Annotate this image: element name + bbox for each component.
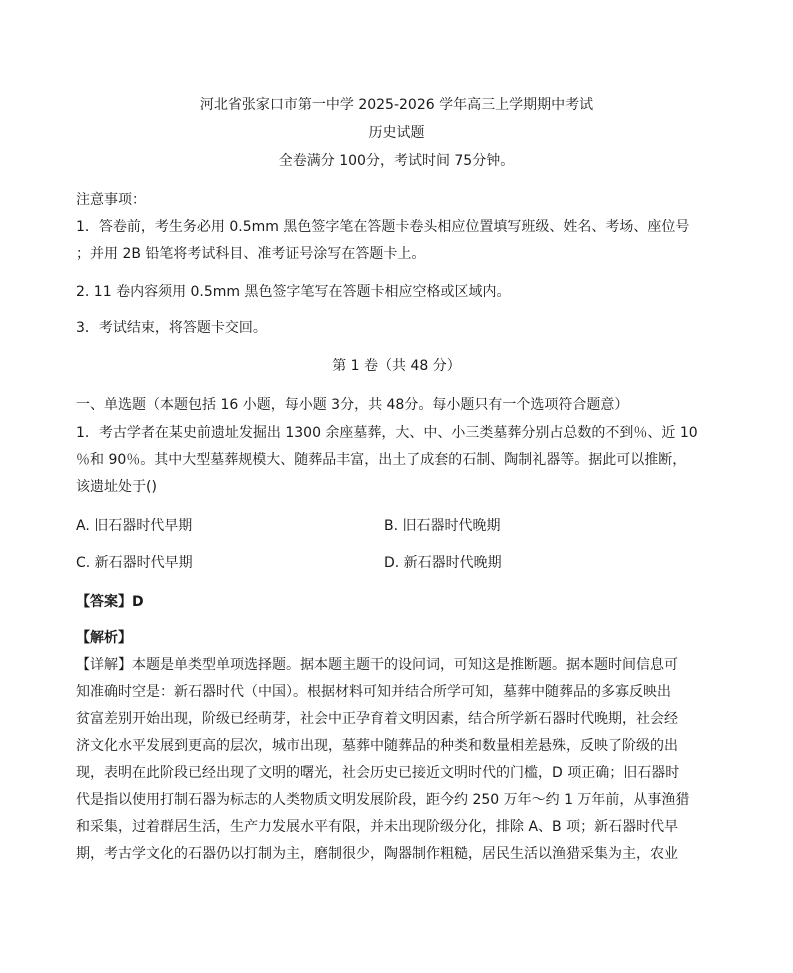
option-c: C. 新石器时代早期 [76,555,193,571]
analysis-line: 和采集，过着群居生活，生产力发展水平有限，并未出现阶级分化，排除 A、B 项；新石器时代早 [76,819,679,835]
analysis-line: 贫富差别开始出现，阶级已经萌芽，社会中正孕育着文明因素，结合所学新石器时代晚期，社会经 [76,711,678,727]
analysis-line: 【详解】本题是单类型单项选择题。据本题主题干的设问词，可知这是推断题。据本题时间信息可 [76,657,678,673]
answer-label: 【答案】D [76,594,144,610]
section-title: 第 1 卷（共 48 分） [332,358,461,374]
analysis-heading: 【解析】 [76,630,132,646]
notice-item-2: 2. 11 卷内容须用 0.5mm 黑色签字笔写在答题卡相应空格或区域内。 [76,284,511,300]
analysis-line: 期，考古学文化的石器仍以打制为主，磨制很少，陶器制作粗糙，居民生活以渔猎采集为主，农业 [76,846,678,862]
notice-item-1-line-2: ；并用 2B 铅笔将考试科目、准考证号涂写在答题卡上。 [76,246,426,262]
question-1-line-2: ％和 90％。其中大型墓葬规模大、随葬品丰富，出土了成套的石制、陶制礼器等。据此可以推断， [76,452,687,468]
analysis-line: 代是指以使用打制石器为标志的人类物质文明发展阶段，距今约 250 万年～约 1 万年前，从事渔猎 [76,792,690,808]
option-d: D. 新石器时代晚期 [384,555,502,571]
notice-heading: 注意事项： [76,192,146,208]
question-1-line-1: 1．考古学者在某史前遗址发掘出 1300 余座墓葬，大、中、小三类墓葬分别占总数的不到％、近 10 [76,425,698,441]
option-b: B. 旧石器时代晚期 [384,518,501,534]
score-time-info: 全卷满分 100分，考试时间 75分钟。 [278,153,515,169]
part-one-heading: 一、单选题（本题包括 16 小题，每小题 3分，共 48分。每小题只有一个选项符合题意） [76,397,629,413]
notice-item-3: 3．考试结束，将答题卡交回。 [76,320,267,336]
notice-item-1-line-1: 1．答卷前，考生务必用 0.5mm 黑色签字笔在答题卡卷头相应位置填写班级、姓名、考场、座位号 [76,219,690,235]
option-a: A. 旧石器时代早期 [76,518,193,534]
subject-title: 历史试题 [368,125,425,141]
analysis-line: 济文化水平发展到更高的层次，城市出现，墓葬中随葬品的种类和数量相差悬殊，反映了阶级的出 [76,738,678,754]
exam-title: 河北省张家口市第一中学 2025-2026 学年高三上学期期中考试 [199,97,594,113]
analysis-line: 现，表明在此阶段已经出现了文明的曙光，社会历史已接近文明时代的门槛，D 项正确；旧石器时 [76,765,680,781]
analysis-line: 知准确时空是：新石器时代（中国）。根据材料可知并结合所学可知，墓葬中随葬品的多寡反映出 [76,684,671,700]
question-1-line-3: 该遗址处于() [76,479,157,495]
